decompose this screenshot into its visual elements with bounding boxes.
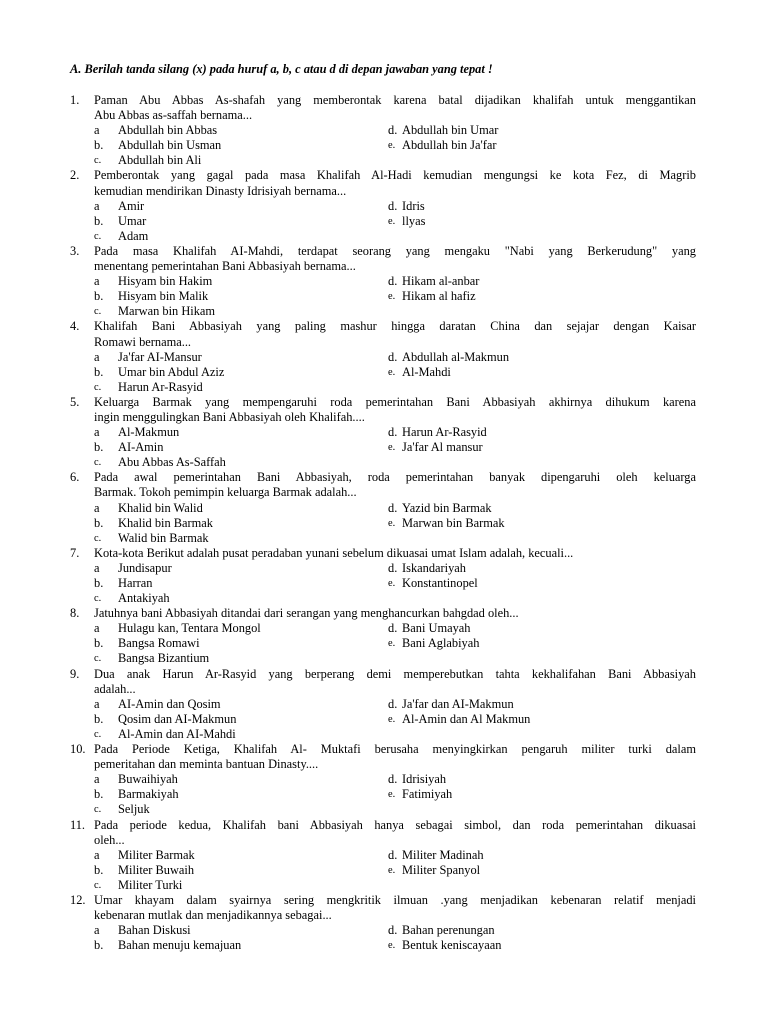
option-c-text: Abu Abbas As-Saffah bbox=[118, 455, 226, 470]
option-c-letter[interactable]: c. bbox=[94, 306, 102, 318]
option-e-letter[interactable]: e. bbox=[388, 291, 396, 303]
question-text: Pada masa Khalifah AI-Mahdi, terdapat seorang yang mengaku "Nabi yang Berkerudung" yang bbox=[94, 243, 696, 258]
option-row bbox=[0, 501, 768, 516]
option-d-letter[interactable]: d. bbox=[388, 425, 398, 440]
question-line bbox=[0, 244, 768, 259]
question-item bbox=[0, 93, 768, 168]
option-e-text: Konstantinopel bbox=[402, 576, 478, 590]
question-text: Jatuhnya bani Abbasiyah ditandai dari serangan yang menghancurkan bahgdad oleh... bbox=[94, 606, 519, 621]
option-c-letter[interactable]: c. bbox=[94, 381, 102, 393]
option-row bbox=[0, 350, 768, 365]
question-line bbox=[0, 606, 768, 621]
question-number: 1. bbox=[70, 93, 80, 107]
question-number: 9. bbox=[70, 666, 80, 681]
option-row bbox=[0, 802, 768, 817]
option-a-letter[interactable]: a bbox=[94, 274, 100, 289]
option-c-text: Marwan bin Hikam bbox=[118, 304, 216, 319]
option-c-text: Al-Amin dan AI-Mahdi bbox=[118, 726, 236, 741]
option-a-letter[interactable]: a bbox=[94, 349, 100, 364]
option-row bbox=[0, 425, 768, 440]
option-b-letter[interactable]: b. bbox=[94, 289, 104, 304]
option-row bbox=[0, 621, 768, 636]
option-a-letter[interactable]: a bbox=[94, 198, 100, 213]
option-b-text: AI-Amin bbox=[118, 440, 164, 455]
option-row bbox=[0, 712, 768, 727]
question-text: Pada periode kedua, Khalifah bani Abbasiyah hanya sebagai simbol, dan roda pemerintahan dikuasai bbox=[94, 817, 696, 832]
option-a-letter[interactable]: a bbox=[94, 560, 100, 575]
option-b-letter[interactable]: b. bbox=[94, 862, 104, 877]
option-c-text: Abdullah bin Ali bbox=[118, 153, 202, 168]
option-c-text: Bangsa Bizantium bbox=[118, 651, 210, 666]
option-e-text: Ja'far Al mansur bbox=[402, 440, 483, 455]
option-d-letter[interactable]: d. bbox=[388, 123, 398, 138]
option-d-letter[interactable]: d. bbox=[388, 500, 398, 515]
option-b-letter[interactable]: b. bbox=[94, 938, 104, 953]
option-row bbox=[0, 304, 768, 319]
option-d-text: Bani Umayah bbox=[402, 621, 471, 636]
question-item bbox=[0, 244, 768, 319]
option-d-text: Idrisiyah bbox=[402, 772, 447, 787]
question-line bbox=[0, 546, 768, 561]
option-row bbox=[0, 636, 768, 651]
question-text: oleh... bbox=[94, 832, 125, 847]
option-a-letter[interactable]: a bbox=[94, 772, 100, 787]
question-text: Paman Abu Abbas As-shafah yang memberontak karena batal dijadikan khalifah untuk menggantikan bbox=[94, 93, 696, 107]
option-row bbox=[0, 576, 768, 591]
option-d-letter[interactable]: d. bbox=[388, 772, 398, 787]
option-a-letter[interactable]: a bbox=[94, 696, 100, 711]
option-e-letter[interactable]: e. bbox=[388, 578, 396, 589]
option-a-letter[interactable]: a bbox=[94, 847, 100, 862]
option-row bbox=[0, 531, 768, 546]
option-d-letter[interactable]: d. bbox=[388, 621, 398, 636]
question-item bbox=[0, 893, 768, 953]
option-e-letter[interactable]: e. bbox=[388, 442, 396, 454]
option-d-text: Idris bbox=[402, 198, 425, 213]
option-a-text: AI-Amin dan Qosim bbox=[118, 696, 221, 711]
option-e-text: Al-Amin dan Al Makmun bbox=[402, 711, 531, 726]
question-number: 4. bbox=[70, 319, 80, 334]
question-line bbox=[0, 757, 768, 772]
question-text: Pemberontak yang gagal pada masa Khalifah Al-Hadi kemudian mengungsi ke kota Fez, di Magrib bbox=[94, 168, 696, 183]
option-c-letter[interactable]: c. bbox=[94, 879, 102, 891]
option-row bbox=[0, 651, 768, 666]
option-e-letter[interactable]: e. bbox=[388, 140, 396, 152]
question-item bbox=[0, 395, 768, 470]
question-text: Barmak. Tokoh pemimpin keluarga Barmak adalah... bbox=[94, 485, 357, 500]
option-c-text: Militer Turki bbox=[118, 877, 183, 892]
option-c-letter[interactable]: c. bbox=[94, 593, 102, 605]
question-item bbox=[0, 818, 768, 893]
question-text: Dua anak Harun Ar-Rasyid yang berperang demi memperebutkan tahta kekhalifahan Bani Abbasiyah bbox=[94, 666, 696, 681]
option-d-text: Yazid bin Barmak bbox=[402, 500, 492, 515]
option-d-letter[interactable]: d. bbox=[388, 923, 398, 938]
option-e-letter[interactable]: e. bbox=[388, 713, 396, 725]
option-b-letter[interactable]: b. bbox=[94, 138, 104, 153]
option-row bbox=[0, 380, 768, 395]
option-row bbox=[0, 863, 768, 878]
option-b-letter[interactable]: b. bbox=[94, 787, 104, 802]
option-row bbox=[0, 697, 768, 712]
question-text: pemeritahan dan meminta bantuan Dinasty.... bbox=[94, 757, 319, 772]
question-line bbox=[0, 485, 768, 500]
question-text: Pada awal pemerintahan Bani Abbasiyah, roda pemerintahan banyak dipengaruhi oleh keluarga bbox=[94, 470, 696, 485]
option-e-text: llyas bbox=[402, 213, 426, 228]
question-text: Umar khayam dalam syairnya sering mengkritik ilmuan .yang menjadikan kebenaran relatif menjadi bbox=[94, 892, 696, 907]
option-d-letter[interactable]: d. bbox=[388, 560, 398, 575]
option-row bbox=[0, 365, 768, 380]
option-e-text: Fatimiyah bbox=[402, 787, 453, 802]
question-text: Romawi bernama... bbox=[94, 334, 192, 349]
option-row bbox=[0, 440, 768, 455]
option-d-text: Ja'far dan AI-Makmun bbox=[402, 696, 514, 711]
option-row bbox=[0, 772, 768, 787]
option-c-letter[interactable]: c. bbox=[94, 804, 102, 816]
option-e-letter[interactable]: e. bbox=[388, 864, 396, 876]
option-a-text: Bahan Diskusi bbox=[118, 923, 191, 938]
option-a-text: Hulagu kan, Tentara Mongol bbox=[118, 621, 261, 636]
option-b-text: Abdullah bin Usman bbox=[118, 138, 222, 153]
option-c-text: Antakiyah bbox=[118, 591, 170, 606]
question-line bbox=[0, 833, 768, 848]
option-c-text: Walid bin Barmak bbox=[118, 530, 209, 545]
option-row bbox=[0, 274, 768, 289]
question-line bbox=[0, 818, 768, 833]
question-list bbox=[0, 93, 768, 953]
question-line bbox=[0, 184, 768, 199]
option-a-text: Buwaihiyah bbox=[118, 772, 178, 787]
question-text: kebenaran mutlak dan menjadikannya sebagai... bbox=[94, 908, 332, 923]
option-b-text: Qosim dan AI-Makmun bbox=[118, 711, 237, 726]
question-item bbox=[0, 606, 768, 666]
option-row bbox=[0, 516, 768, 531]
question-line bbox=[0, 395, 768, 410]
option-row bbox=[0, 727, 768, 742]
question-number: 6. bbox=[70, 470, 80, 485]
question-number: 8. bbox=[70, 606, 80, 621]
question-number: 2. bbox=[70, 168, 80, 183]
question-item bbox=[0, 319, 768, 394]
option-b-text: Barmakiyah bbox=[118, 787, 179, 802]
option-a-letter[interactable]: a bbox=[94, 621, 100, 636]
option-row bbox=[0, 123, 768, 138]
option-c-letter[interactable]: c. bbox=[94, 653, 102, 665]
option-row bbox=[0, 848, 768, 863]
option-a-text: Ja'far AI-Mansur bbox=[118, 349, 202, 364]
option-a-text: Hisyam bin Hakim bbox=[118, 274, 213, 289]
option-e-letter[interactable]: e. bbox=[388, 940, 396, 952]
option-b-text: Harran bbox=[118, 576, 153, 590]
option-row bbox=[0, 289, 768, 304]
option-row bbox=[0, 591, 768, 606]
option-row bbox=[0, 199, 768, 214]
question-line bbox=[0, 168, 768, 183]
question-text: Keluarga Barmak yang mempengaruhi roda pemerintahan Bani Abbasiyah akhirnya dihukum karena bbox=[94, 394, 696, 409]
option-e-letter[interactable]: e. bbox=[388, 215, 396, 227]
question-line bbox=[0, 470, 768, 485]
question-line bbox=[0, 893, 768, 908]
question-item bbox=[0, 742, 768, 817]
option-e-letter[interactable]: e. bbox=[388, 517, 396, 529]
question-number: 7. bbox=[70, 545, 80, 560]
option-e-letter[interactable]: e. bbox=[388, 638, 396, 650]
option-row bbox=[0, 787, 768, 802]
option-d-letter[interactable]: d. bbox=[388, 349, 398, 364]
option-a-text: Khalid bin Walid bbox=[118, 500, 203, 515]
option-b-text: Bahan menuju kemajuan bbox=[118, 938, 242, 953]
question-number: 11. bbox=[70, 817, 86, 832]
option-b-letter[interactable]: b. bbox=[94, 711, 104, 726]
option-b-letter[interactable]: b. bbox=[94, 636, 104, 651]
question-line bbox=[0, 319, 768, 334]
option-row bbox=[0, 938, 768, 953]
option-c-text: Harun Ar-Rasyid bbox=[118, 379, 203, 394]
option-a-letter[interactable]: a bbox=[94, 500, 100, 515]
option-c-letter[interactable]: c. bbox=[94, 532, 102, 544]
question-line bbox=[0, 335, 768, 350]
question-item bbox=[0, 546, 768, 606]
question-number: 10. bbox=[70, 742, 86, 757]
question-text: adalah... bbox=[94, 681, 136, 696]
option-b-letter[interactable]: b. bbox=[94, 213, 104, 228]
option-b-text: Khalid bin Barmak bbox=[118, 515, 213, 530]
option-d-letter[interactable]: d. bbox=[388, 198, 398, 213]
option-row bbox=[0, 561, 768, 576]
question-line bbox=[0, 259, 768, 274]
option-e-text: Bani Aglabiyah bbox=[402, 636, 480, 651]
option-d-letter[interactable]: d. bbox=[388, 696, 398, 711]
option-d-text: Bahan perenungan bbox=[402, 923, 495, 938]
instruction-heading: A. Berilah tanda silang (x) pada huruf a, b, c atau d di depan jawaban yang tepat ! bbox=[70, 62, 493, 76]
option-a-text: Amir bbox=[118, 198, 145, 213]
option-d-text: Iskandariyah bbox=[402, 560, 466, 575]
question-text: Abu Abbas as-saffah bernama... bbox=[94, 108, 253, 123]
option-c-text: Seljuk bbox=[118, 802, 150, 817]
option-d-text: Abdullah al-Makmun bbox=[402, 349, 510, 364]
option-b-text: Umar bbox=[118, 213, 147, 228]
option-row bbox=[0, 923, 768, 938]
option-c-text: Adam bbox=[118, 228, 149, 243]
option-e-text: Bentuk keniscayaan bbox=[402, 938, 502, 953]
option-e-text: Abdullah bin Ja'far bbox=[402, 138, 497, 153]
question-number: 3. bbox=[70, 243, 80, 258]
option-e-text: Al-Mahdi bbox=[402, 364, 451, 379]
question-item bbox=[0, 470, 768, 545]
option-d-letter[interactable]: d. bbox=[388, 847, 398, 862]
option-e-letter[interactable]: e. bbox=[388, 366, 396, 378]
question-line bbox=[0, 742, 768, 757]
option-c-letter[interactable]: c. bbox=[94, 155, 102, 167]
option-b-text: Bangsa Romawi bbox=[118, 636, 200, 651]
option-a-letter[interactable]: a bbox=[94, 425, 100, 440]
question-line bbox=[0, 667, 768, 682]
question-number: 5. bbox=[70, 394, 80, 409]
option-c-letter[interactable]: c. bbox=[94, 728, 102, 740]
option-a-text: Militer Barmak bbox=[118, 847, 195, 862]
option-a-letter[interactable]: a bbox=[94, 123, 100, 138]
question-text: Kota-kota Berikut adalah pusat peradaban yunani sebelum dikuasai umat Islam adalah, kecuali... bbox=[94, 545, 574, 560]
question-text: Khalifah Bani Abbasiyah yang paling mashur hingga daratan China dan sejajar dengan Kaisar bbox=[94, 319, 696, 334]
option-row bbox=[0, 153, 768, 168]
question-text: kemudian mendirikan Dinasty Idrisiyah bernama... bbox=[94, 183, 347, 198]
option-row bbox=[0, 214, 768, 229]
option-e-letter[interactable]: e. bbox=[388, 789, 396, 801]
option-d-text: Harun Ar-Rasyid bbox=[402, 425, 487, 440]
option-b-text: Hisyam bin Malik bbox=[118, 289, 209, 304]
question-line bbox=[0, 410, 768, 425]
option-b-text: Militer Buwaih bbox=[118, 862, 195, 877]
option-b-letter[interactable]: b. bbox=[94, 364, 104, 379]
option-a-text: Al-Makmun bbox=[118, 425, 180, 440]
option-row bbox=[0, 229, 768, 244]
option-d-text: Hikam al-anbar bbox=[402, 274, 480, 289]
question-text: menentang pemerintahan Bani Abbasiyah bernama... bbox=[94, 259, 356, 274]
option-row bbox=[0, 455, 768, 470]
option-a-text: Abdullah bin Abbas bbox=[118, 123, 218, 138]
option-a-letter[interactable]: a bbox=[94, 923, 100, 938]
question-number: 12. bbox=[70, 892, 86, 907]
question-line bbox=[0, 682, 768, 697]
question-line bbox=[0, 93, 768, 108]
question-text: Pada Periode Ketiga, Khalifah Al- Muktafi berusaha menyingkirkan pengaruh militer turki dalam bbox=[94, 742, 696, 757]
question-item bbox=[0, 168, 768, 243]
option-b-text: Umar bin Abdul Aziz bbox=[118, 364, 225, 379]
option-d-letter[interactable]: d. bbox=[388, 274, 398, 289]
option-e-text: Militer Spanyol bbox=[402, 862, 481, 877]
option-e-text: Hikam al hafiz bbox=[402, 289, 476, 304]
question-text: ingin menggulingkan Bani Abbasiyah oleh Khalifah.... bbox=[94, 409, 365, 424]
option-c-letter[interactable]: c. bbox=[94, 457, 102, 469]
option-b-letter[interactable]: b. bbox=[94, 440, 104, 455]
option-d-text: Militer Madinah bbox=[402, 847, 484, 862]
question-line bbox=[0, 908, 768, 923]
option-b-letter[interactable]: b. bbox=[94, 576, 104, 590]
option-a-text: Jundisapur bbox=[118, 560, 172, 575]
question-line bbox=[0, 108, 768, 123]
option-e-text: Marwan bin Barmak bbox=[402, 515, 505, 530]
option-row bbox=[0, 878, 768, 893]
option-c-letter[interactable]: c. bbox=[94, 230, 102, 242]
option-b-letter[interactable]: b. bbox=[94, 515, 104, 530]
option-d-text: Abdullah bin Umar bbox=[402, 123, 499, 138]
question-item bbox=[0, 667, 768, 742]
option-row bbox=[0, 138, 768, 153]
